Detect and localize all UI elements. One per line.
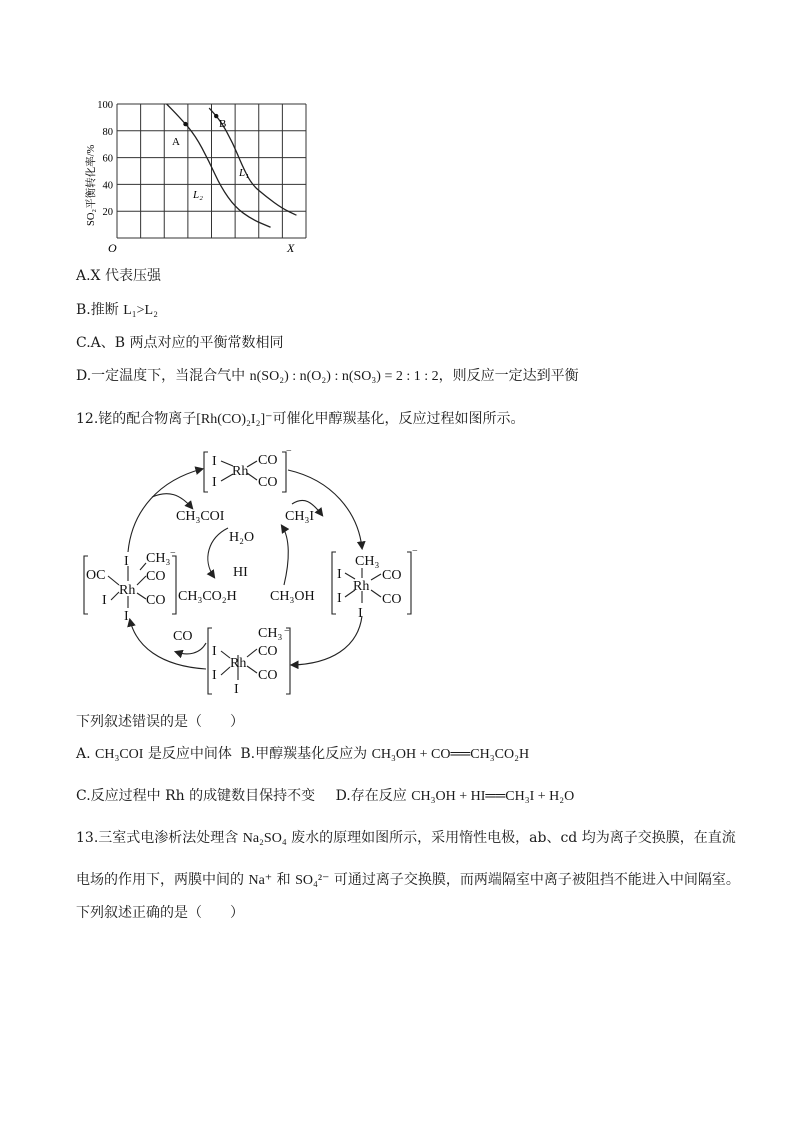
chart-curves (167, 104, 297, 227)
right-ligand-ch3: CH₃ (355, 554, 380, 569)
species-ch3i: CH₃I (285, 509, 314, 524)
data-point-a (183, 122, 187, 126)
left-ligand-co-1: CO (146, 569, 166, 584)
y-tick-label: 40 (102, 180, 113, 192)
right-bracket-left (332, 552, 336, 614)
species-co: CO (173, 629, 193, 644)
arrow-ch3oh-ch3i (282, 526, 288, 585)
bottom-charge: − (284, 626, 290, 637)
top-metal: Rh (232, 464, 249, 479)
top-ligand-co-1: CO (258, 453, 278, 468)
left-metal: Rh (119, 583, 136, 598)
species-h2o: H₂O (229, 530, 255, 545)
top-ligand-co-2: CO (258, 475, 278, 490)
right-bracket-right (407, 552, 411, 614)
species-hi: HI (233, 565, 248, 580)
top-bracket-right (282, 452, 286, 492)
left-ligand-i-left: I (102, 593, 107, 608)
bottom-ligand-i-1: I (212, 644, 217, 659)
bottom-ligand-co-1: CO (258, 644, 278, 659)
right-charge: − (412, 546, 418, 557)
left-ligand-ch3: CH₃ (146, 551, 171, 566)
origin-label: O (108, 241, 117, 255)
y-axis-ticks (97, 100, 113, 218)
q11-option-d: D.一定温度下，当混合气中 n(SO₂) : n(O₂) : n(SO₃) = 2 : 1 : 2，则反应一定达到平衡 (76, 368, 579, 384)
q12-stem: 12.铑的配合物离子[Rh(CO)₂I₂]⁻可催化甲醇羰基化，反应过程如图所示。 (76, 411, 525, 427)
q12-option-a: A. CH₃COI 是反应中间体 (76, 746, 232, 762)
y-axis-label: SO₂平衡转化率/% (86, 144, 97, 226)
q13-prompt: 下列叙述正确的是（ ） (76, 905, 244, 921)
left-ligand-co-2: CO (146, 593, 166, 608)
right-metal: Rh (353, 579, 370, 594)
right-ligand-i-1: I (337, 567, 342, 582)
cycle-arrow-bottom-left (130, 620, 206, 669)
curve-label-l1: L₁ (239, 167, 249, 179)
y-tick-label: 100 (97, 100, 113, 111)
q12-option-c: C.反应过程中 Rh 的成键数目保持不变 (76, 788, 316, 804)
bottom-ligand-i-3: I (234, 682, 239, 697)
q11-option-c: C.A、B 两点对应的平衡常数相同 (76, 335, 284, 351)
q11-option-b: B.推断 L₁>L₂ (76, 302, 158, 318)
q12-prompt: 下列叙述错误的是（ ） (76, 714, 244, 730)
point-label-b: B (219, 118, 227, 130)
left-ligand-i-bottom: I (124, 609, 129, 624)
y-tick-label: 80 (102, 126, 113, 138)
top-ligand-i-2: I (212, 475, 217, 490)
q12-options-cd (76, 786, 574, 807)
right-ligand-co-1: CO (382, 568, 402, 583)
x-axis-label: X (287, 241, 295, 255)
left-bracket-left (84, 556, 88, 614)
y-tick-label: 60 (102, 153, 113, 165)
chart-grid (117, 104, 306, 238)
species-ch3co2h: CH₃CO₂H (178, 589, 237, 604)
bottom-ligand-i-2: I (212, 668, 217, 683)
conversion-chart (76, 92, 316, 260)
right-ligand-i-3: I (358, 606, 363, 621)
top-ligand-i-1: I (212, 454, 217, 469)
y-tick-label: 20 (102, 207, 113, 219)
bottom-metal: Rh (230, 656, 247, 671)
top-bracket-left (204, 452, 208, 492)
bottom-bracket-right (286, 628, 290, 694)
bottom-ligand-ch3: CH₃ (258, 626, 283, 641)
curve-label-l2: L₂ (193, 189, 203, 201)
species-ch3coi: CH₃COI (176, 509, 225, 524)
right-ligand-i-2: I (337, 591, 342, 606)
cycle-arrow-right-bottom (292, 616, 362, 665)
bottom-ligand-co-2: CO (258, 668, 278, 683)
point-label-a: A (172, 136, 180, 148)
top-charge: − (286, 446, 292, 457)
right-ligand-co-2: CO (382, 592, 402, 607)
q12-options-ab (76, 744, 529, 765)
q12-option-d: D.存在反应 CH₃OH + HI══CH₃I + H₂O (335, 788, 575, 804)
q11-option-a: A.X 代表压强 (76, 268, 161, 284)
q13-line-2: 电场的作用下，两膜中间的 Na⁺ 和 SO₄²⁻ 可通过离子交换膜，而两端隔室中离子被阻挡不能进入中间隔室。 (76, 872, 740, 888)
left-bracket-right (172, 556, 176, 614)
left-ligand-oc: OC (86, 568, 106, 583)
arrow-ch3coi-out (152, 494, 192, 508)
catalytic-cycle-diagram (76, 440, 426, 702)
q13-line-1: 13.三室式电渗析法处理含 Na₂SO₄ 废水的原理如图所示，采用惰性电极，ab、cd 均为离子交换膜，在直流 (76, 830, 736, 846)
data-point-b (214, 114, 218, 118)
arrow-co-in (176, 643, 206, 654)
species-ch3oh: CH₃OH (270, 589, 315, 604)
left-charge: − (170, 548, 176, 559)
arrow-h2o-hi (208, 528, 228, 577)
bottom-bracket-left (208, 628, 212, 694)
left-ligand-i-top: I (124, 554, 129, 569)
q12-option-b: B.甲醇羰基化反应为 CH₃OH + CO══CH₃CO₂H (240, 746, 530, 762)
